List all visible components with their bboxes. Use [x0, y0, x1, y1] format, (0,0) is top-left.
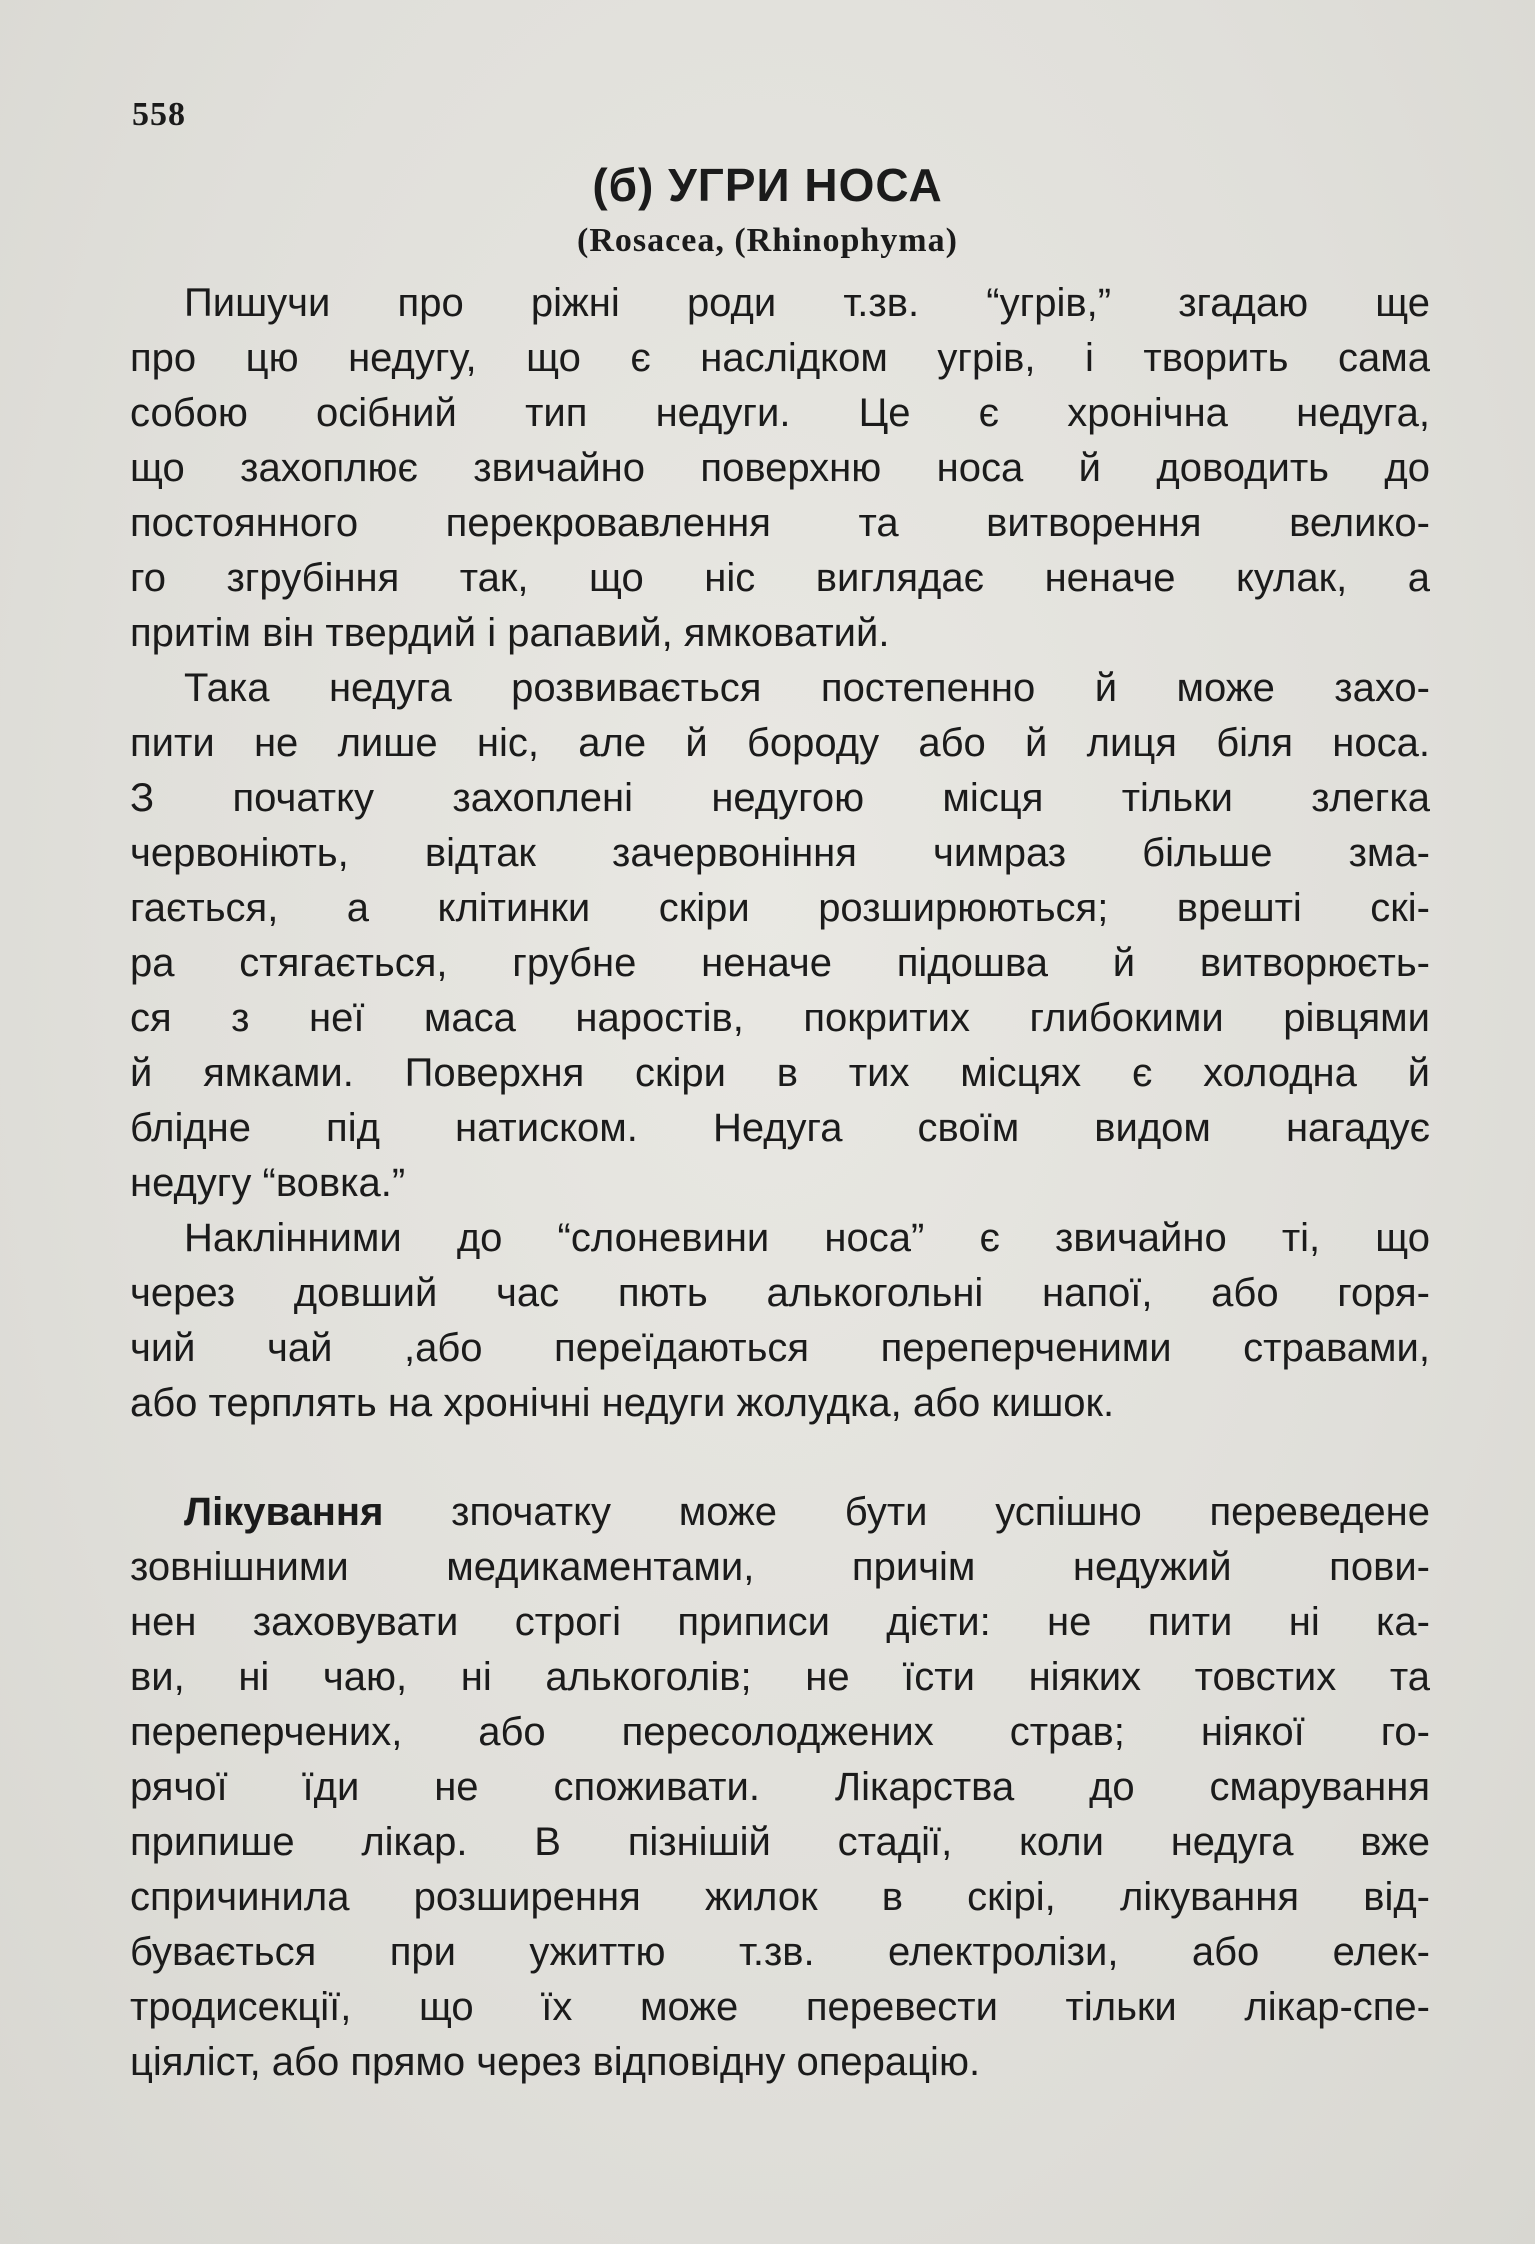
text-line: Пишучи про ріжні роди т.зв. “угрів,” згадаю ще — [184, 281, 1430, 325]
text-line: ра стягається, грубне неначе підошва й витворюєть- — [130, 941, 1430, 985]
text-line: пити не лише ніс, але й бороду або й лиця біля носа. — [130, 721, 1430, 765]
text-line: тродисекції, що їх може перевести тільки лікар-спе- — [130, 1985, 1430, 2029]
text-line: через довший час пють алькогольні напої, або горя- — [130, 1271, 1430, 1315]
text-line: припише лікар. В пізнішій стадії, коли недуга вже — [130, 1820, 1430, 1864]
text-line: зовнішними медикаментами, причім недужий пови- — [130, 1545, 1430, 1589]
text-line: переперчених, або пересолоджених страв; ніякої го- — [130, 1710, 1430, 1754]
text-line: нен заховувати строгі приписи дієти: не пити ні ка- — [130, 1600, 1430, 1644]
text-line: Наклінними до “слоневини носа” є звичайно ті, що — [184, 1216, 1430, 1260]
paragraph-4 — [130, 1485, 1430, 2090]
text-line: недугу “вовка.” — [130, 1161, 406, 1205]
section-subtitle: (Rosacea, (Rhinophyma) — [577, 222, 958, 259]
text-line: ви, ні чаю, ні алькоголів; не їсти ніяких товстих та — [130, 1655, 1430, 1699]
text-line: про цю недугу, що є наслідком угрів, і творить сама — [130, 336, 1430, 380]
paragraph-2 — [130, 661, 1430, 1211]
text-line: або терплять на хронічні недуги жолудка, або кишок. — [130, 1381, 1115, 1425]
text-line: рячої їди не споживати. Лікарства до смарування — [130, 1765, 1430, 1809]
bold-lead-word: Лікування — [184, 1490, 384, 1534]
text-line: притім він твердий і рапавий, ямковатий. — [130, 611, 890, 655]
text-run: зпочатку може бути успішно переведене — [451, 1490, 1430, 1534]
text-line: спричинила розширення жилок в скірі, лікування від- — [130, 1875, 1430, 1919]
text-line: собою осібний тип недуги. Це є хронічна недуга, — [130, 391, 1430, 435]
text-line: ся з неї маса наростів, покритих глибокими рівцями — [130, 996, 1430, 1040]
text-line: го згрубіння так, що ніс виглядає неначе кулак, а — [130, 556, 1430, 600]
text-line: бувається при ужиттю т.зв. електролізи, або елек- — [130, 1930, 1430, 1974]
text-line: блідне під натиском. Недуга своїм видом нагадує — [130, 1106, 1430, 1150]
text-line: й ямками. Поверхня скіри в тих місцях є холодна й — [130, 1051, 1430, 1095]
text-line: чий чай ,або переїдаються переперченими стравами, — [130, 1326, 1430, 1370]
text-line: З початку захоплені недугою місця тільки злегка — [130, 776, 1430, 820]
text-line: що захоплює звичайно поверхню носа й доводить до — [130, 446, 1430, 490]
text-line: гається, а клітинки скіри розширюються; врешті скі- — [130, 886, 1430, 930]
text-line: Така недуга розвивається постепенно й може захо- — [184, 666, 1430, 710]
section-title: (б) УГРИ НОСА — [592, 159, 943, 211]
text-line — [130, 1485, 1430, 1540]
text-line: ціяліст, або прямо через відповідну операцію. — [130, 2040, 981, 2084]
text-line: постоянного перекровавлення та витворення велико- — [130, 501, 1430, 545]
paragraph-3 — [130, 1211, 1430, 1431]
text-line: червоніють, відтак зачервоніння чимраз більше зма- — [130, 831, 1430, 875]
paragraph-1 — [130, 276, 1430, 661]
page-number: 558 — [132, 96, 186, 133]
